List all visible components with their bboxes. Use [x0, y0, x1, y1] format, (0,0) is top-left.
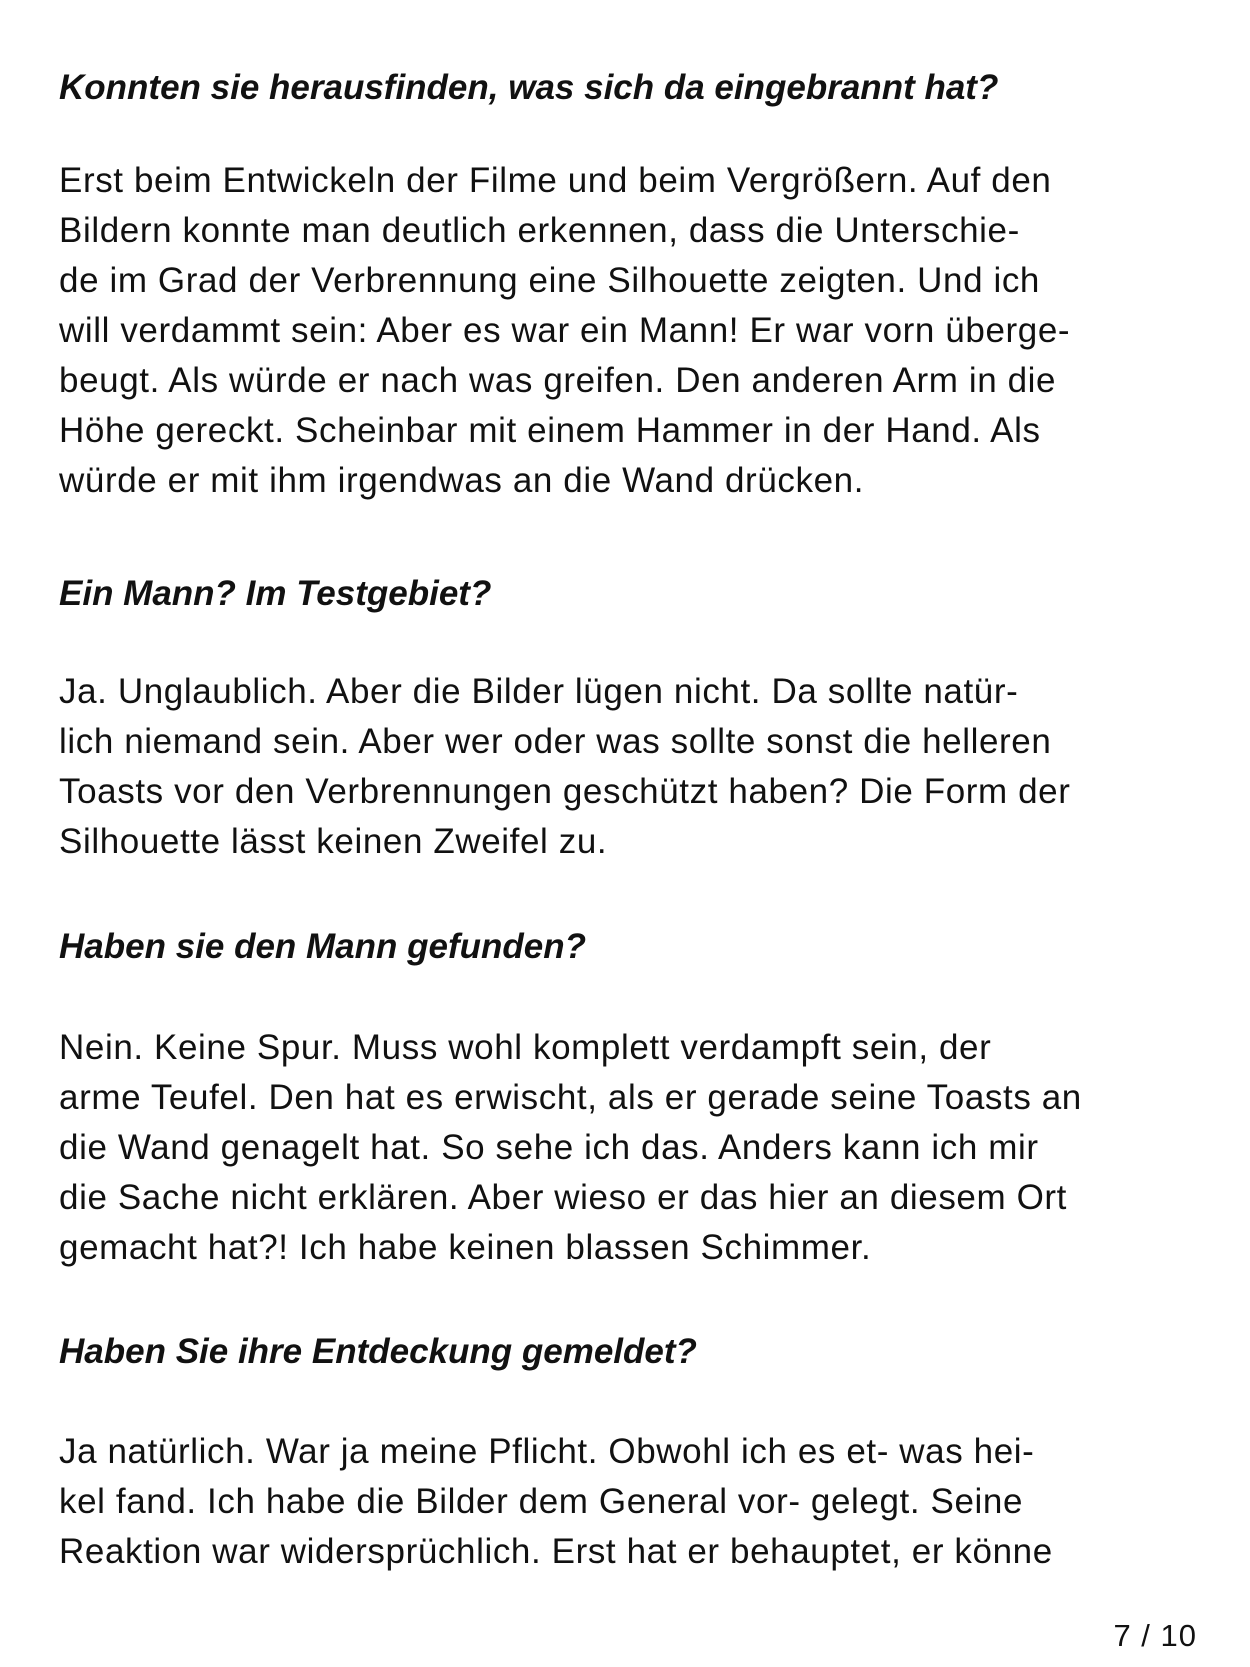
- answer-line: lich niemand sein. Aber wer oder was sollte sonst die helleren: [59, 722, 1052, 761]
- interview-answer: [59, 1427, 1053, 1577]
- answer-line: Nein. Keine Spur. Muss wohl komplett verdampft sein, der: [59, 1028, 992, 1067]
- answer-line: Reaktion war widersprüchlich. Erst hat er behauptet, er könne: [59, 1532, 1053, 1571]
- answer-line: will verdammt sein: Aber es war ein Mann! Er war vorn überge-: [59, 311, 1071, 350]
- answer-line: Ja natürlich. War ja meine Pflicht. Obwohl ich es et- was hei-: [59, 1432, 1035, 1471]
- answer-line: arme Teufel. Den hat es erwischt, als er gerade seine Toasts an: [59, 1078, 1082, 1117]
- interview-question: Konnten sie herausfinden, was sich da eingebrannt hat?: [59, 68, 999, 107]
- answer-line: Silhouette lässt keinen Zweifel zu.: [59, 822, 608, 861]
- answer-line: de im Grad der Verbrennung eine Silhouette zeigten. Und ich: [59, 261, 1040, 300]
- interview-question: Haben sie den Mann gefunden?: [59, 927, 586, 966]
- answer-line: Höhe gereckt. Scheinbar mit einem Hammer in der Hand. Als: [59, 411, 1041, 450]
- answer-line: beugt. Als würde er nach was greifen. Den anderen Arm in die: [59, 361, 1057, 400]
- answer-line: Ja. Unglaublich. Aber die Bilder lügen nicht. Da sollte natür-: [59, 672, 1019, 711]
- answer-line: Erst beim Entwickeln der Filme und beim Vergrößern. Auf den: [59, 161, 1052, 200]
- answer-line: Toasts vor den Verbrennungen geschützt haben? Die Form der: [59, 772, 1071, 811]
- answer-line: die Wand genagelt hat. So sehe ich das. Anders kann ich mir: [59, 1128, 1039, 1167]
- interview-question: Ein Mann? Im Testgebiet?: [59, 574, 492, 613]
- answer-line: gemacht hat?! Ich habe keinen blassen Schimmer.: [59, 1228, 872, 1267]
- answer-line: würde er mit ihm irgendwas an die Wand drücken.: [59, 461, 865, 500]
- interview-question: Haben Sie ihre Entdeckung gemeldet?: [59, 1332, 697, 1371]
- interview-answer: [59, 1023, 1082, 1273]
- interview-answer: [59, 667, 1071, 867]
- answer-line: Bildern konnte man deutlich erkennen, dass die Unterschie-: [59, 211, 1020, 250]
- answer-line: kel fand. Ich habe die Bilder dem General vor- gelegt. Seine: [59, 1482, 1024, 1521]
- page-number: 7 / 10: [1113, 1618, 1197, 1653]
- answer-line: die Sache nicht erklären. Aber wieso er das hier an diesem Ort: [59, 1178, 1067, 1217]
- interview-answer: [59, 156, 1070, 506]
